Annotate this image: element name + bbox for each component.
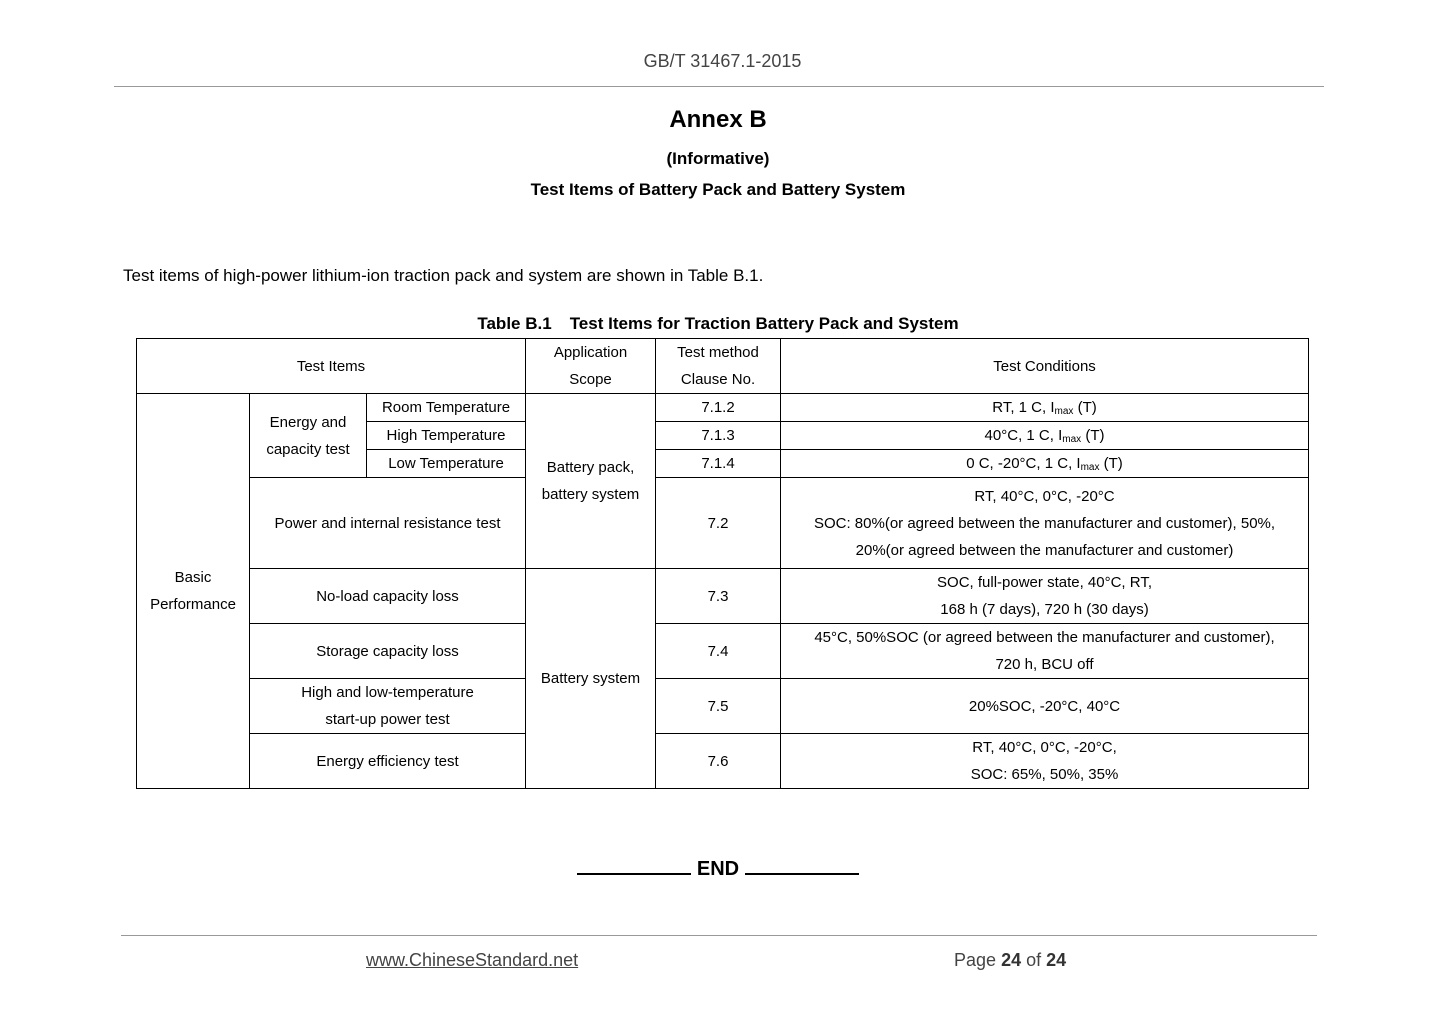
end-rule-right [745, 855, 859, 875]
test-condition: 45°C, 50%SOC (or agreed between the manufacturer and customer), 720 h, BCU off [781, 624, 1309, 679]
test-condition: 0 C, -20°C, 1 C, $I_{max}$ (T) [781, 450, 1309, 478]
test-condition: RT, 40°C, 0°C, -20°C SOC: 80%(or agreed between the manufacturer and customer), 50%, 20%(or agreed between the manufacturer and customer) [781, 478, 1309, 569]
document-id-header: GB/T 31467.1-2015 [643, 51, 802, 71]
test-item: Low Temperature [367, 450, 526, 478]
end-label: END [696, 858, 740, 880]
header-clause-no: Test method Clause No. [656, 339, 781, 394]
clause-number: 7.1.4 [656, 450, 781, 478]
table-caption-title: Test Items for Traction Battery Pack and System [569, 314, 959, 333]
table-row [137, 734, 1309, 789]
test-item: Storage capacity loss [250, 624, 526, 679]
footer-divider [121, 935, 1317, 936]
annex-title: Annex B [669, 106, 767, 133]
table-row [137, 569, 1309, 624]
test-condition: 40°C, 1 C, $I_{max}$ (T) [781, 422, 1309, 450]
scope-battery-pack-system: Battery pack, battery system [526, 394, 656, 569]
page-number: Page 24 of 24 [954, 950, 1067, 970]
category-basic-performance: Basic Performance [137, 394, 250, 789]
clause-number: 7.1.2 [656, 394, 781, 422]
end-marker [0, 855, 1436, 881]
annex-informative-label: (Informative) [666, 149, 770, 168]
test-item: Energy efficiency test [250, 734, 526, 789]
header-test-conditions: Test Conditions [781, 339, 1309, 394]
test-item: Power and internal resistance test [250, 478, 526, 569]
clause-number: 7.5 [656, 679, 781, 734]
test-condition: 20%SOC, -20°C, 40°C [781, 679, 1309, 734]
test-condition: RT, 1 C, $I_{max}$ (T) [781, 394, 1309, 422]
website-link[interactable]: www.ChineseStandard.net [366, 950, 579, 970]
test-condition: RT, 40°C, 0°C, -20°C, SOC: 65%, 50%, 35% [781, 734, 1309, 789]
clause-number: 7.6 [656, 734, 781, 789]
annex-subtitle: Test Items of Battery Pack and Battery System [530, 180, 906, 199]
energy-capacity-group: Energy and capacity test [250, 394, 367, 478]
scope-battery-system: Battery system [526, 569, 656, 789]
header-test-items: Test Items [137, 339, 526, 394]
intro-paragraph: Test items of high-power lithium-ion traction pack and system are shown in Table B.1. [123, 266, 764, 285]
test-item: High Temperature [367, 422, 526, 450]
test-condition: SOC, full-power state, 40°C, RT, 168 h (7 days), 720 h (30 days) [781, 569, 1309, 624]
clause-number: 7.4 [656, 624, 781, 679]
table-caption-number: Table B.1 [477, 314, 552, 333]
table-caption [0, 314, 1436, 334]
table-row [137, 478, 1309, 569]
table-row [137, 624, 1309, 679]
page-current: 24 [1001, 950, 1022, 970]
end-rule-left [577, 855, 691, 875]
table-row [137, 679, 1309, 734]
clause-number: 7.3 [656, 569, 781, 624]
test-item: High and low-temperature start-up power test [250, 679, 526, 734]
clause-number: 7.1.3 [656, 422, 781, 450]
table-header-row [137, 339, 1309, 394]
test-items-table [136, 338, 1309, 789]
page-total: 24 [1046, 950, 1067, 970]
header-divider [114, 86, 1324, 87]
test-item: Room Temperature [367, 394, 526, 422]
clause-number: 7.2 [656, 478, 781, 569]
test-item: No-load capacity loss [250, 569, 526, 624]
header-application-scope: Application Scope [526, 339, 656, 394]
table-row [137, 394, 1309, 422]
